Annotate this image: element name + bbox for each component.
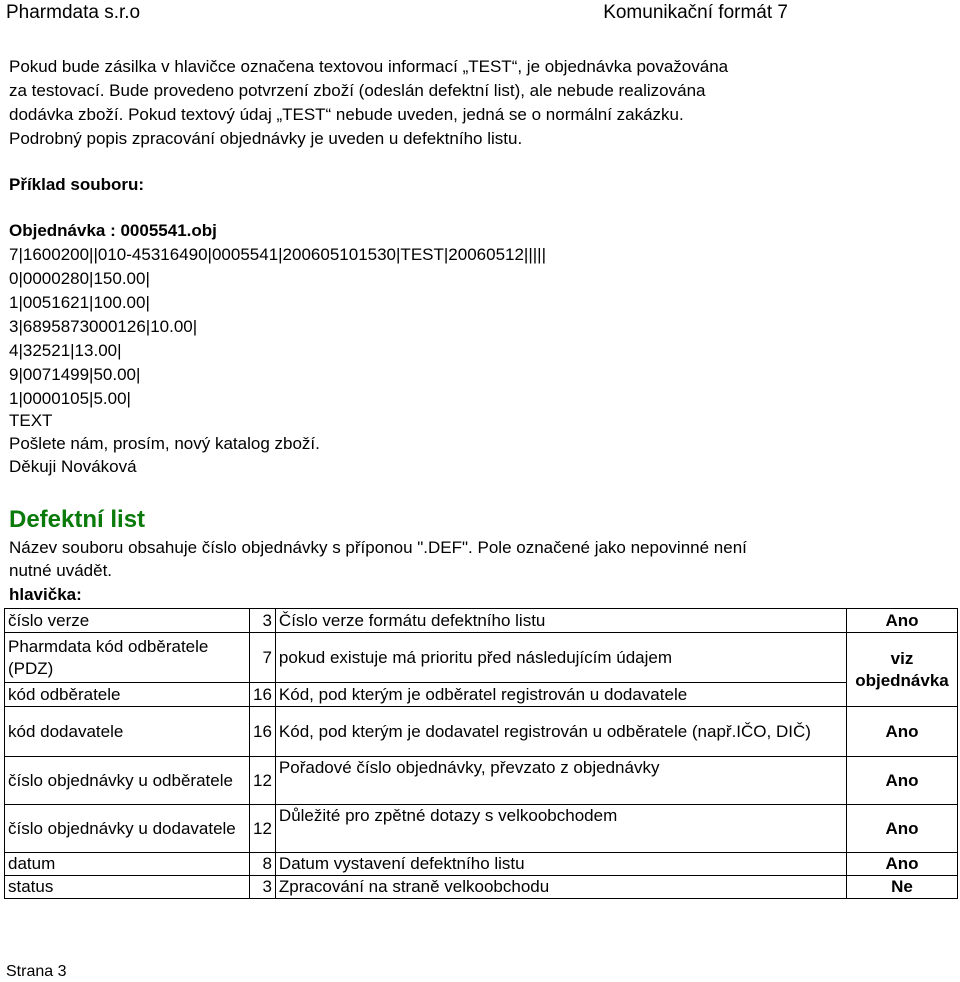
file-line: 3|6895873000126|10.00| bbox=[9, 317, 198, 336]
example-heading: Příklad souboru: bbox=[9, 175, 145, 194]
field-description: Důležité pro zpětné dotazy s velkoobchodem bbox=[275, 805, 846, 853]
field-required: Ano bbox=[847, 757, 958, 805]
field-length: 7 bbox=[250, 633, 276, 683]
field-description: Pořadové číslo objednávky, převzato z objednávky bbox=[275, 757, 846, 805]
field-description: Zpracování na straně velkoobchodu bbox=[275, 876, 846, 899]
field-name: status bbox=[5, 876, 250, 899]
field-description: Číslo verze formátu defektního listu bbox=[275, 609, 846, 633]
table-row bbox=[5, 757, 958, 805]
field-name: kód dodavatele bbox=[5, 707, 250, 757]
file-line: Pošlete nám, prosím, nový katalog zboží. bbox=[9, 434, 320, 453]
file-line: 4|32521|13.00| bbox=[9, 341, 122, 360]
field-length: 3 bbox=[250, 876, 276, 899]
header-company: Pharmdata s.r.o bbox=[6, 2, 141, 23]
section-desc-line: Název souboru obsahuje číslo objednávky s příponou ".DEF". Pole označené jako nepovinné není bbox=[9, 538, 747, 557]
file-line: 0|0000280|150.00| bbox=[9, 269, 150, 288]
field-name: datum bbox=[5, 853, 250, 876]
field-required: Ano bbox=[847, 707, 958, 757]
field-description: Datum vystavení defektního listu bbox=[275, 853, 846, 876]
file-line: 9|0071499|50.00| bbox=[9, 365, 141, 384]
intro-line: dodávka zboží. Pokud textový údaj „TEST“ nebude uveden, jedná se o normální zakázku. bbox=[9, 105, 684, 124]
field-name: číslo verze bbox=[5, 609, 250, 633]
field-required: Ano bbox=[847, 609, 958, 633]
field-length: 16 bbox=[250, 707, 276, 757]
field-name: Pharmdata kód odběratele (PDZ) bbox=[5, 633, 250, 683]
intro-line: za testovací. Bude provedeno potvrzení zboží (odeslán defektní list), ale nebude realizována bbox=[9, 81, 706, 100]
section-desc-line: nutné uvádět. bbox=[9, 561, 113, 580]
field-length: 12 bbox=[250, 805, 276, 853]
example-file-name: Objednávka : 0005541.obj bbox=[9, 221, 217, 240]
field-required: viz objednávka bbox=[847, 633, 958, 707]
header-fields-table bbox=[4, 608, 958, 899]
field-description: Kód, pod kterým je odběratel registrován u dodavatele bbox=[275, 683, 846, 707]
field-name: číslo objednávky u dodavatele bbox=[5, 805, 250, 853]
field-required: Ano bbox=[847, 853, 958, 876]
field-length: 3 bbox=[250, 609, 276, 633]
table-row bbox=[5, 609, 958, 633]
file-line: TEXT bbox=[9, 411, 53, 430]
file-line: 1|0051621|100.00| bbox=[9, 293, 150, 312]
field-length: 16 bbox=[250, 683, 276, 707]
field-description: pokud existuje má prioritu před následujícím údajem bbox=[275, 633, 846, 683]
table-heading: hlavička: bbox=[9, 585, 82, 604]
intro-line: Podrobný popis zpracování objednávky je uveden u defektního listu. bbox=[9, 129, 523, 148]
table-row bbox=[5, 707, 958, 757]
intro-line: Pokud bude zásilka v hlavičce označena textovou informací „TEST“, je objednávka považována bbox=[9, 57, 729, 76]
field-length: 12 bbox=[250, 757, 276, 805]
file-line: 7|1600200||010-45316490|0005541|200605101530|TEST|20060512||||| bbox=[9, 245, 547, 264]
section-title: Defektní list bbox=[9, 506, 146, 533]
page-number: Strana 3 bbox=[6, 963, 67, 980]
field-name: číslo objednávky u odběratele bbox=[5, 757, 250, 805]
field-required: Ano bbox=[847, 805, 958, 853]
table-row bbox=[5, 853, 958, 876]
field-name: kód odběratele bbox=[5, 683, 250, 707]
field-length: 8 bbox=[250, 853, 276, 876]
field-required: Ne bbox=[847, 876, 958, 899]
table-row bbox=[5, 876, 958, 899]
table-row bbox=[5, 633, 958, 683]
file-line: Děkuji Nováková bbox=[9, 457, 137, 476]
header-format-title: Komunikační formát 7 bbox=[603, 2, 788, 23]
file-line: 1|0000105|5.00| bbox=[9, 389, 131, 408]
table-row bbox=[5, 683, 958, 707]
field-description: Kód, pod kterým je dodavatel registrován u odběratele (např.IČO, DIČ) bbox=[275, 707, 846, 757]
table-row bbox=[5, 805, 958, 853]
